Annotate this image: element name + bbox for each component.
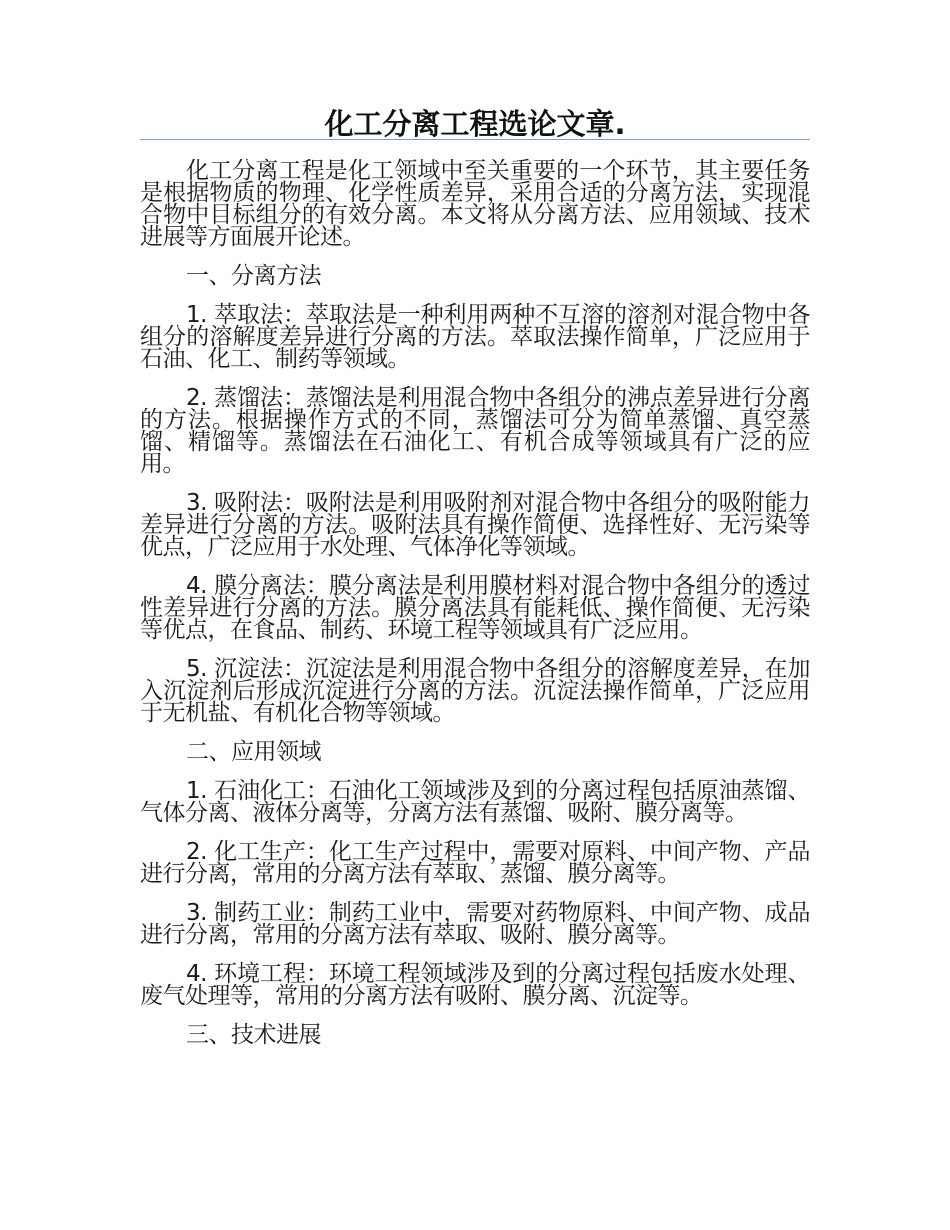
section-heading-technical-progress: 三、技术进展 (186, 1022, 321, 1048)
section-heading-applications: 二、应用领域 (186, 739, 321, 765)
paragraph-chemical-production: 2. 化工生产：化工生产过程中，需要对原料、中间产物、产品进行分离，常用的分离方法有萃取、蒸馏、膜分离等。 (140, 839, 810, 887)
paragraph-precipitation: 5. 沉淀法：沉淀法是利用混合物中各组分的溶解度差异，在加入沉淀剂后形成沉淀进行分离的方法。沉淀法操作简单，广泛应用于无机盐、有机化合物等领域。 (140, 656, 810, 726)
section-heading-separation-methods: 一、分离方法 (186, 263, 321, 289)
paragraph-environmental: 4. 环境工程：环境工程领域涉及到的分离过程包括废水处理、废气处理等，常用的分离方法有吸附、膜分离、沉淀等。 (140, 961, 810, 1009)
paragraph-membrane-separation: 4. 膜分离法：膜分离法是利用膜材料对混合物中各组分的透过性差异进行分离的方法。膜分离法具有能耗低、操作简便、无污染等优点，在食品、制药、环境工程等领域具有广泛应用。 (140, 573, 810, 643)
paragraph-extraction: 1. 萃取法：萃取法是一种利用两种不互溶的溶剂对混合物中各组分的溶解度差异进行分离的方法。萃取法操作简单，广泛应用于石油、化工、制药等领域。 (140, 302, 810, 372)
document-body (140, 160, 810, 1063)
intro-paragraph: 化工分离工程是化工领域中至关重要的一个环节，其主要任务是根据物质的物理、化学性质差异，采用合适的分离方法，实现混合物中目标组分的有效分离。本文将从分离方法、应用领域、技术进展等方面展开论述。 (140, 158, 810, 250)
paragraph-petrochemical: 1. 石油化工：石油化工领域涉及到的分离过程包括原油蒸馏、气体分离、液体分离等，分离方法有蒸馏、吸附、膜分离等。 (140, 778, 810, 826)
paragraph-adsorption: 3. 吸附法：吸附法是利用吸附剂对混合物中各组分的吸附能力差异进行分离的方法。吸附法具有操作简便、选择性好、无污染等优点，广泛应用于水处理、气体净化等领域。 (140, 490, 810, 560)
title-underline (140, 139, 810, 140)
paragraph-distillation: 2. 蒸馏法：蒸馏法是利用混合物中各组分的沸点差异进行分离的方法。根据操作方式的不同，蒸馏法可分为简单蒸馏、真空蒸馏、精馏等。蒸馏法在石油化工、有机合成等领域具有广泛的应用。 (140, 385, 810, 477)
document-title: 化工分离工程选论文章. (324, 107, 626, 141)
paragraph-pharmaceutical: 3. 制药工业：制药工业中，需要对药物原料、中间产物、成品进行分离，常用的分离方法有萃取、吸附、膜分离等。 (140, 900, 810, 948)
